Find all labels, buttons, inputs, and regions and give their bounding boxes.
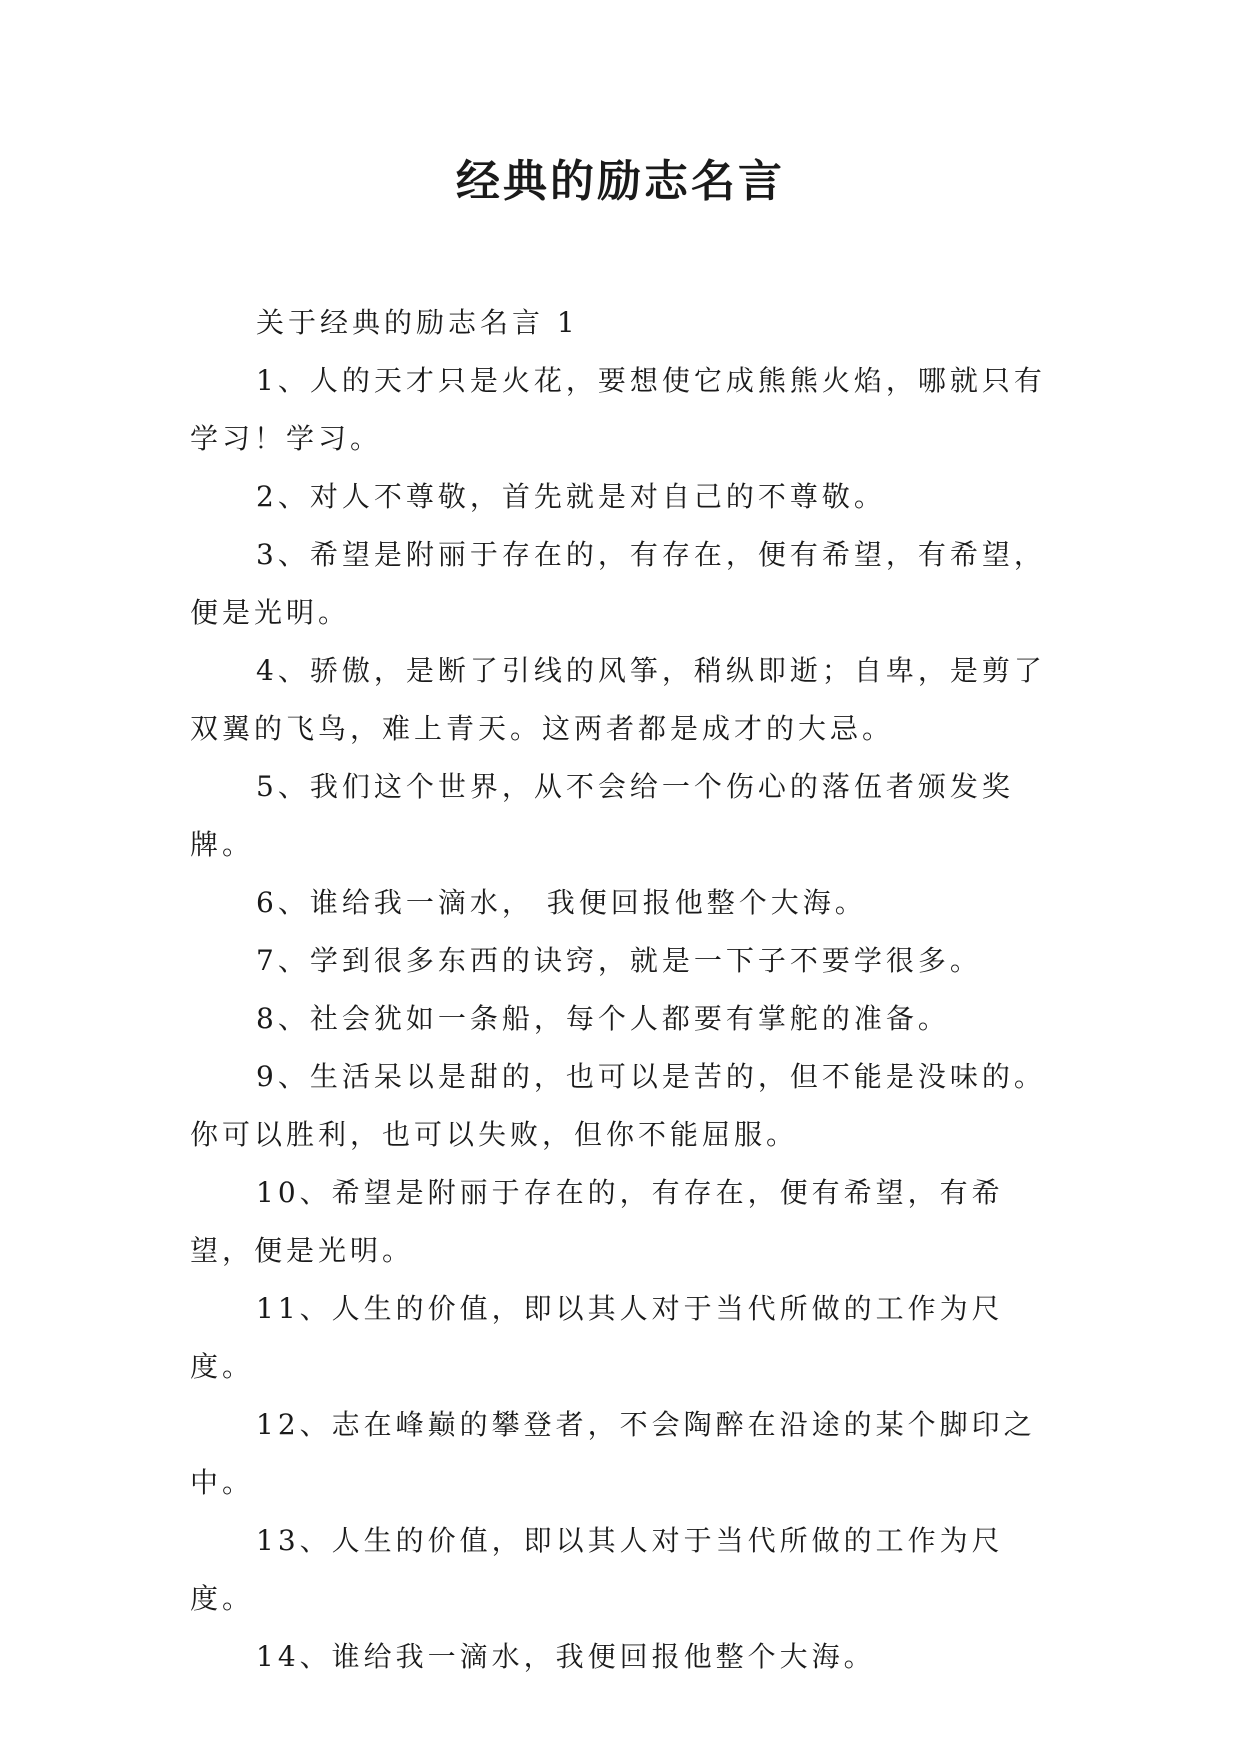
document-title: 经典的励志名言 xyxy=(456,156,785,207)
quote-item-10: 10、希望是附丽于存在的，有存在，便有希望，有希望，便是光明。 xyxy=(190,1176,1004,1267)
document-body xyxy=(190,294,1050,1686)
quote-item-4: 4、骄傲，是断了引线的风筝，稍纵即逝；自卑，是剪了双翼的飞鸟，难上青天。这两者都是成才的大忌。 xyxy=(190,654,1046,745)
quote-item-7: 7、学到很多东西的诀窍，就是一下子不要学很多。 xyxy=(256,944,982,977)
quote-item-14: 14、谁给我一滴水，我便回报他整个大海。 xyxy=(256,1640,876,1673)
quote-item-11: 11、人生的价值，即以其人对于当代所做的工作为尺度。 xyxy=(190,1292,1004,1383)
quote-item-8: 8、社会犹如一条船，每个人都要有掌舵的准备。 xyxy=(256,1002,950,1035)
quote-item-13: 13、人生的价值，即以其人对于当代所做的工作为尺度。 xyxy=(190,1524,1004,1615)
quote-item-9: 9、生活呆以是甜的，也可以是苦的，但不能是没味的。你可以胜利，也可以失败，但你不能屈服。 xyxy=(190,1060,1046,1151)
section-heading: 关于经典的励志名言 1 xyxy=(256,306,579,339)
quote-item-3: 3、希望是附丽于存在的，有存在，便有希望，有希望，便是光明。 xyxy=(190,538,1046,629)
quote-item-12: 12、志在峰巅的攀登者，不会陶醉在沿途的某个脚印之中。 xyxy=(190,1408,1036,1499)
quote-item-6: 6、谁给我一滴水， 我便回报他整个大海。 xyxy=(256,886,867,919)
quote-item-5: 5、我们这个世界，从不会给一个伤心的落伍者颁发奖牌。 xyxy=(190,770,1014,861)
quote-item-2: 2、对人不尊敬，首先就是对自己的不尊敬。 xyxy=(256,480,886,513)
quote-item-1: 1、人的天才只是火花，要想使它成熊熊火焰，哪就只有学习！学习。 xyxy=(190,364,1046,455)
